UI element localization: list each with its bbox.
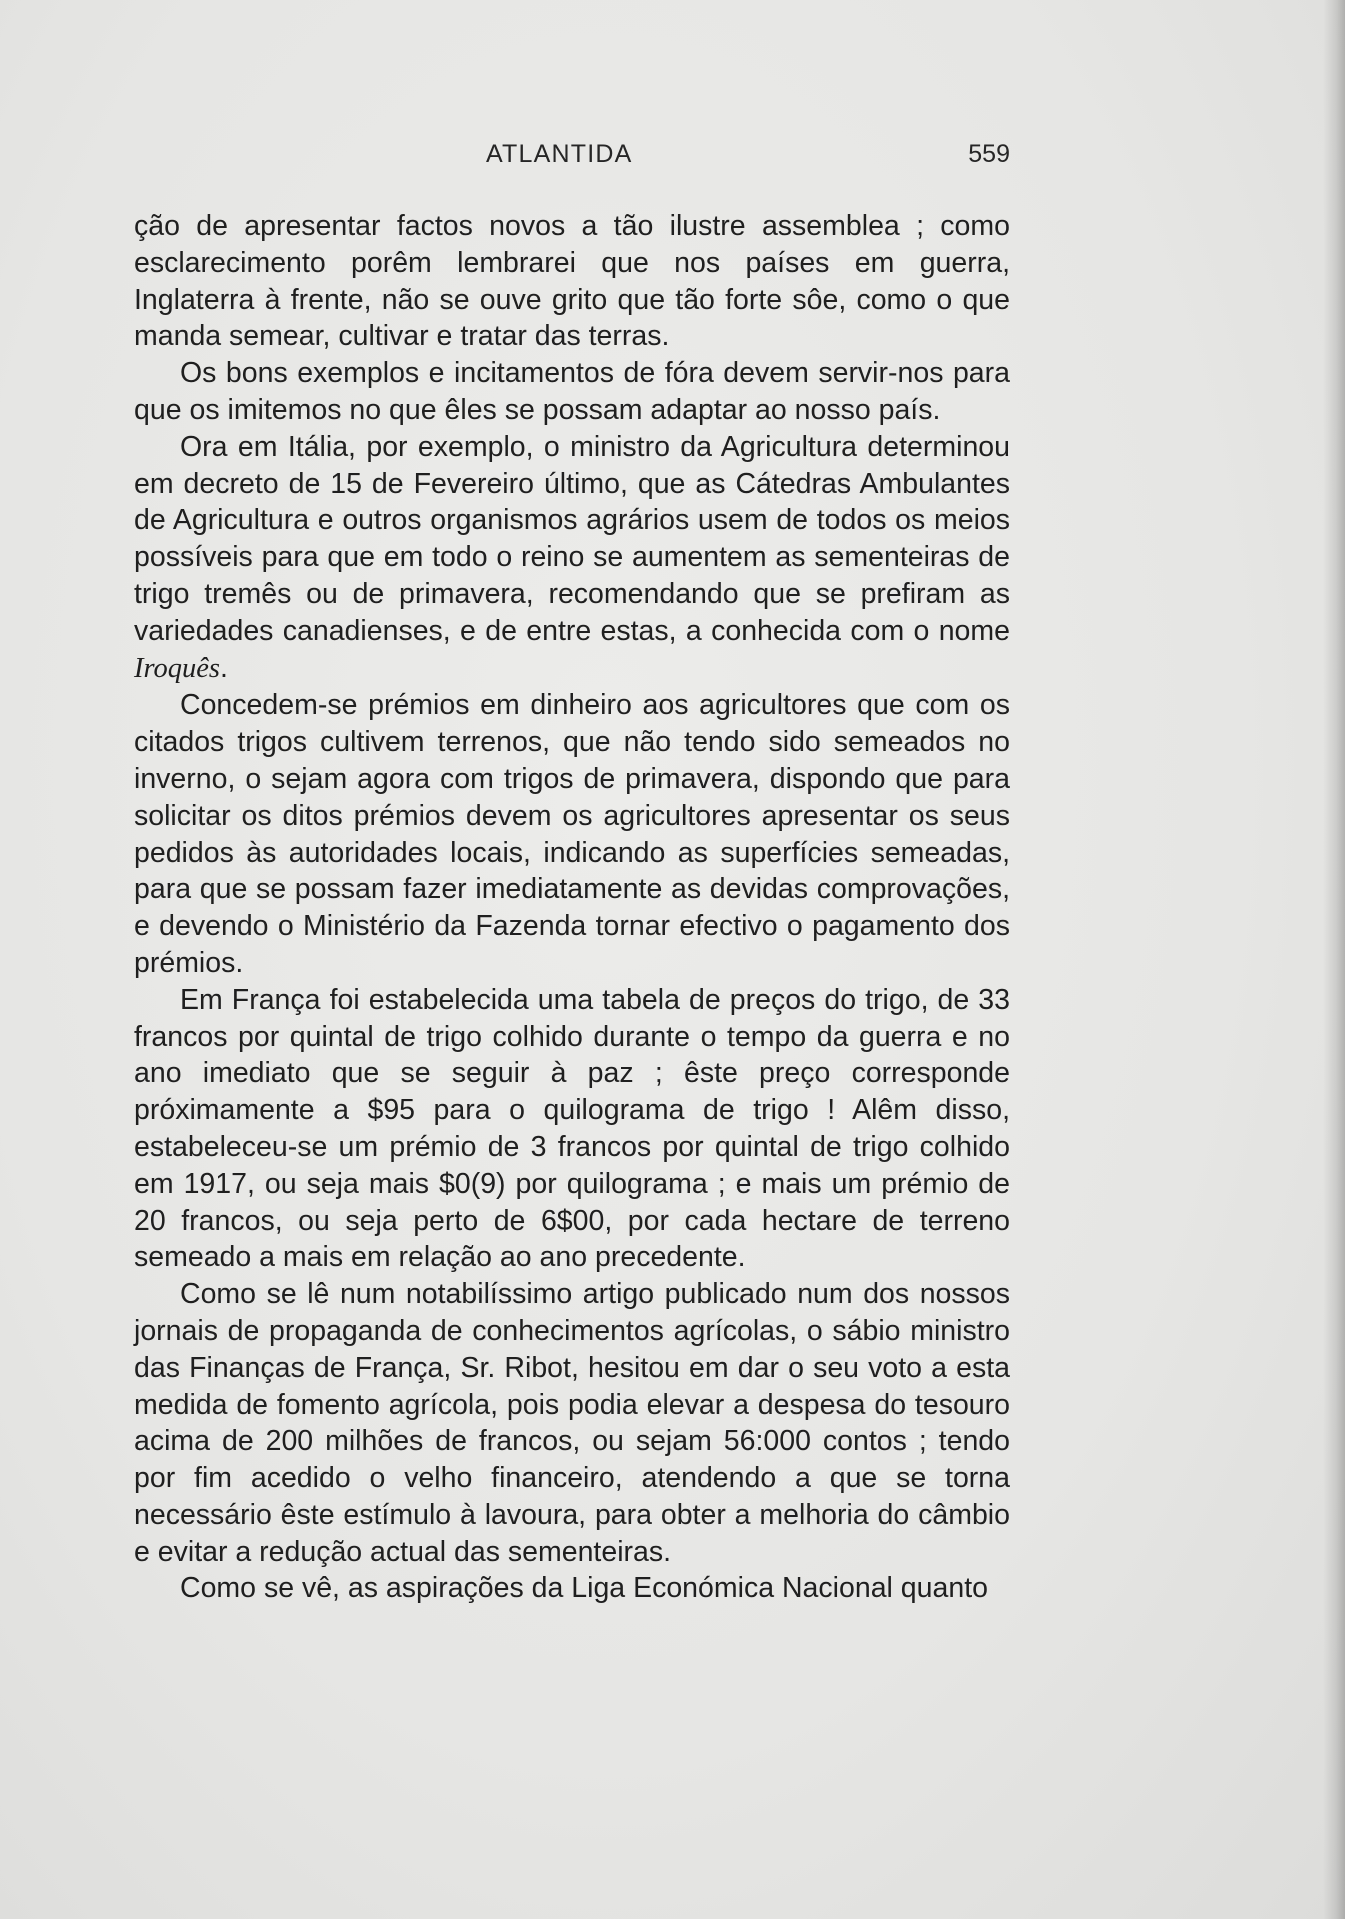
paragraph: Como se lê num notabilíssimo artigo publicado num dos nossos jornais de propaganda de conhecimentos agrícolas, o sábio ministro das Finanças de França, Sr. Ribot, hesitou em dar o seu voto a esta medida de fomento agrícola, pois podia elevar a despesa do tesouro acima de 200 milhões de francos, ou sejam 56:000 contos ; tendo por fim acedido o velho financeiro, atendendo a que se torna necessário êste estímulo à lavoura, para obter a melhoria do câmbio e evitar a redução actual das sementeiras. <box>134 1278 1010 1568</box>
paragraph-continuation: ção de apresentar factos novos a tão ilustre assemblea ; como esclarecimento porêm lembrarei que nos países em guerra, Inglaterra à frente, não se ouve grito que tão forte sôe, como o que manda semear, cultivar e tratar das terras. <box>134 210 1010 353</box>
paragraph-text: Ora em Itália, por exemplo, o ministro da Agricultura determinou em decreto de 15 de Fevereiro último, que as Cátedras Ambulantes de Agricultura e outros organismos agrários usem de todos os meios possíveis para que em todo o reino se aumentem as sementeiras de trigo tremês ou de primavera, recomendando que se prefiram as variedades canadienses, e de entre estas, a conhecida com o nome <box>134 430 1010 647</box>
paragraph: Concedem-se prémios em dinheiro aos agricultores que com os citados trigos cultivem terrenos, que não tendo sido semeados no inverno, o sejam agora com trigos de primavera, dispondo que para solicitar os ditos prémios devem os agricultores apresentar os seus pedidos às autoridades locais, indicando as superfícies semeadas, para que se possam fazer imediatamente as devidas comprovações, e devendo o Ministério da Fazenda tornar efectivo o pagamento dos prémios. <box>134 689 1010 979</box>
paragraph <box>134 429 1010 688</box>
italic-term: Iroquês <box>134 652 221 684</box>
body-text <box>134 208 1010 1607</box>
paragraph: Como se vê, as aspirações da Liga Económica Nacional quanto <box>180 1572 988 1605</box>
page-edge-shadow <box>1323 0 1345 1919</box>
page-header <box>134 140 1010 180</box>
paragraph: Em França foi estabelecida uma tabela de preços do trigo, de 33 francos por quintal de trigo colhido durante o tempo da guerra e no ano imediato que se seguir à paz ; êste preço corresponde próximamente a $95 para o quilograma de trigo ! Alêm disso, estabeleceu-se um prémio de 3 francos por quintal de trigo colhido em 1917, ou seja mais $0(9) por quilograma ; e mais um prémio de 20 francos, ou seja perto de 6$00, por cada hectare de terreno semeado a mais em relação ao ano precedente. <box>134 983 1010 1274</box>
page-number: 559 <box>968 140 1010 168</box>
paragraph-text: . <box>220 651 228 684</box>
running-title: ATLANTIDA <box>486 140 633 168</box>
paragraph: Os bons exemplos e incitamentos de fóra devem servir-nos para que os imitemos no que êles se possam adaptar ao nosso país. <box>134 357 1010 426</box>
